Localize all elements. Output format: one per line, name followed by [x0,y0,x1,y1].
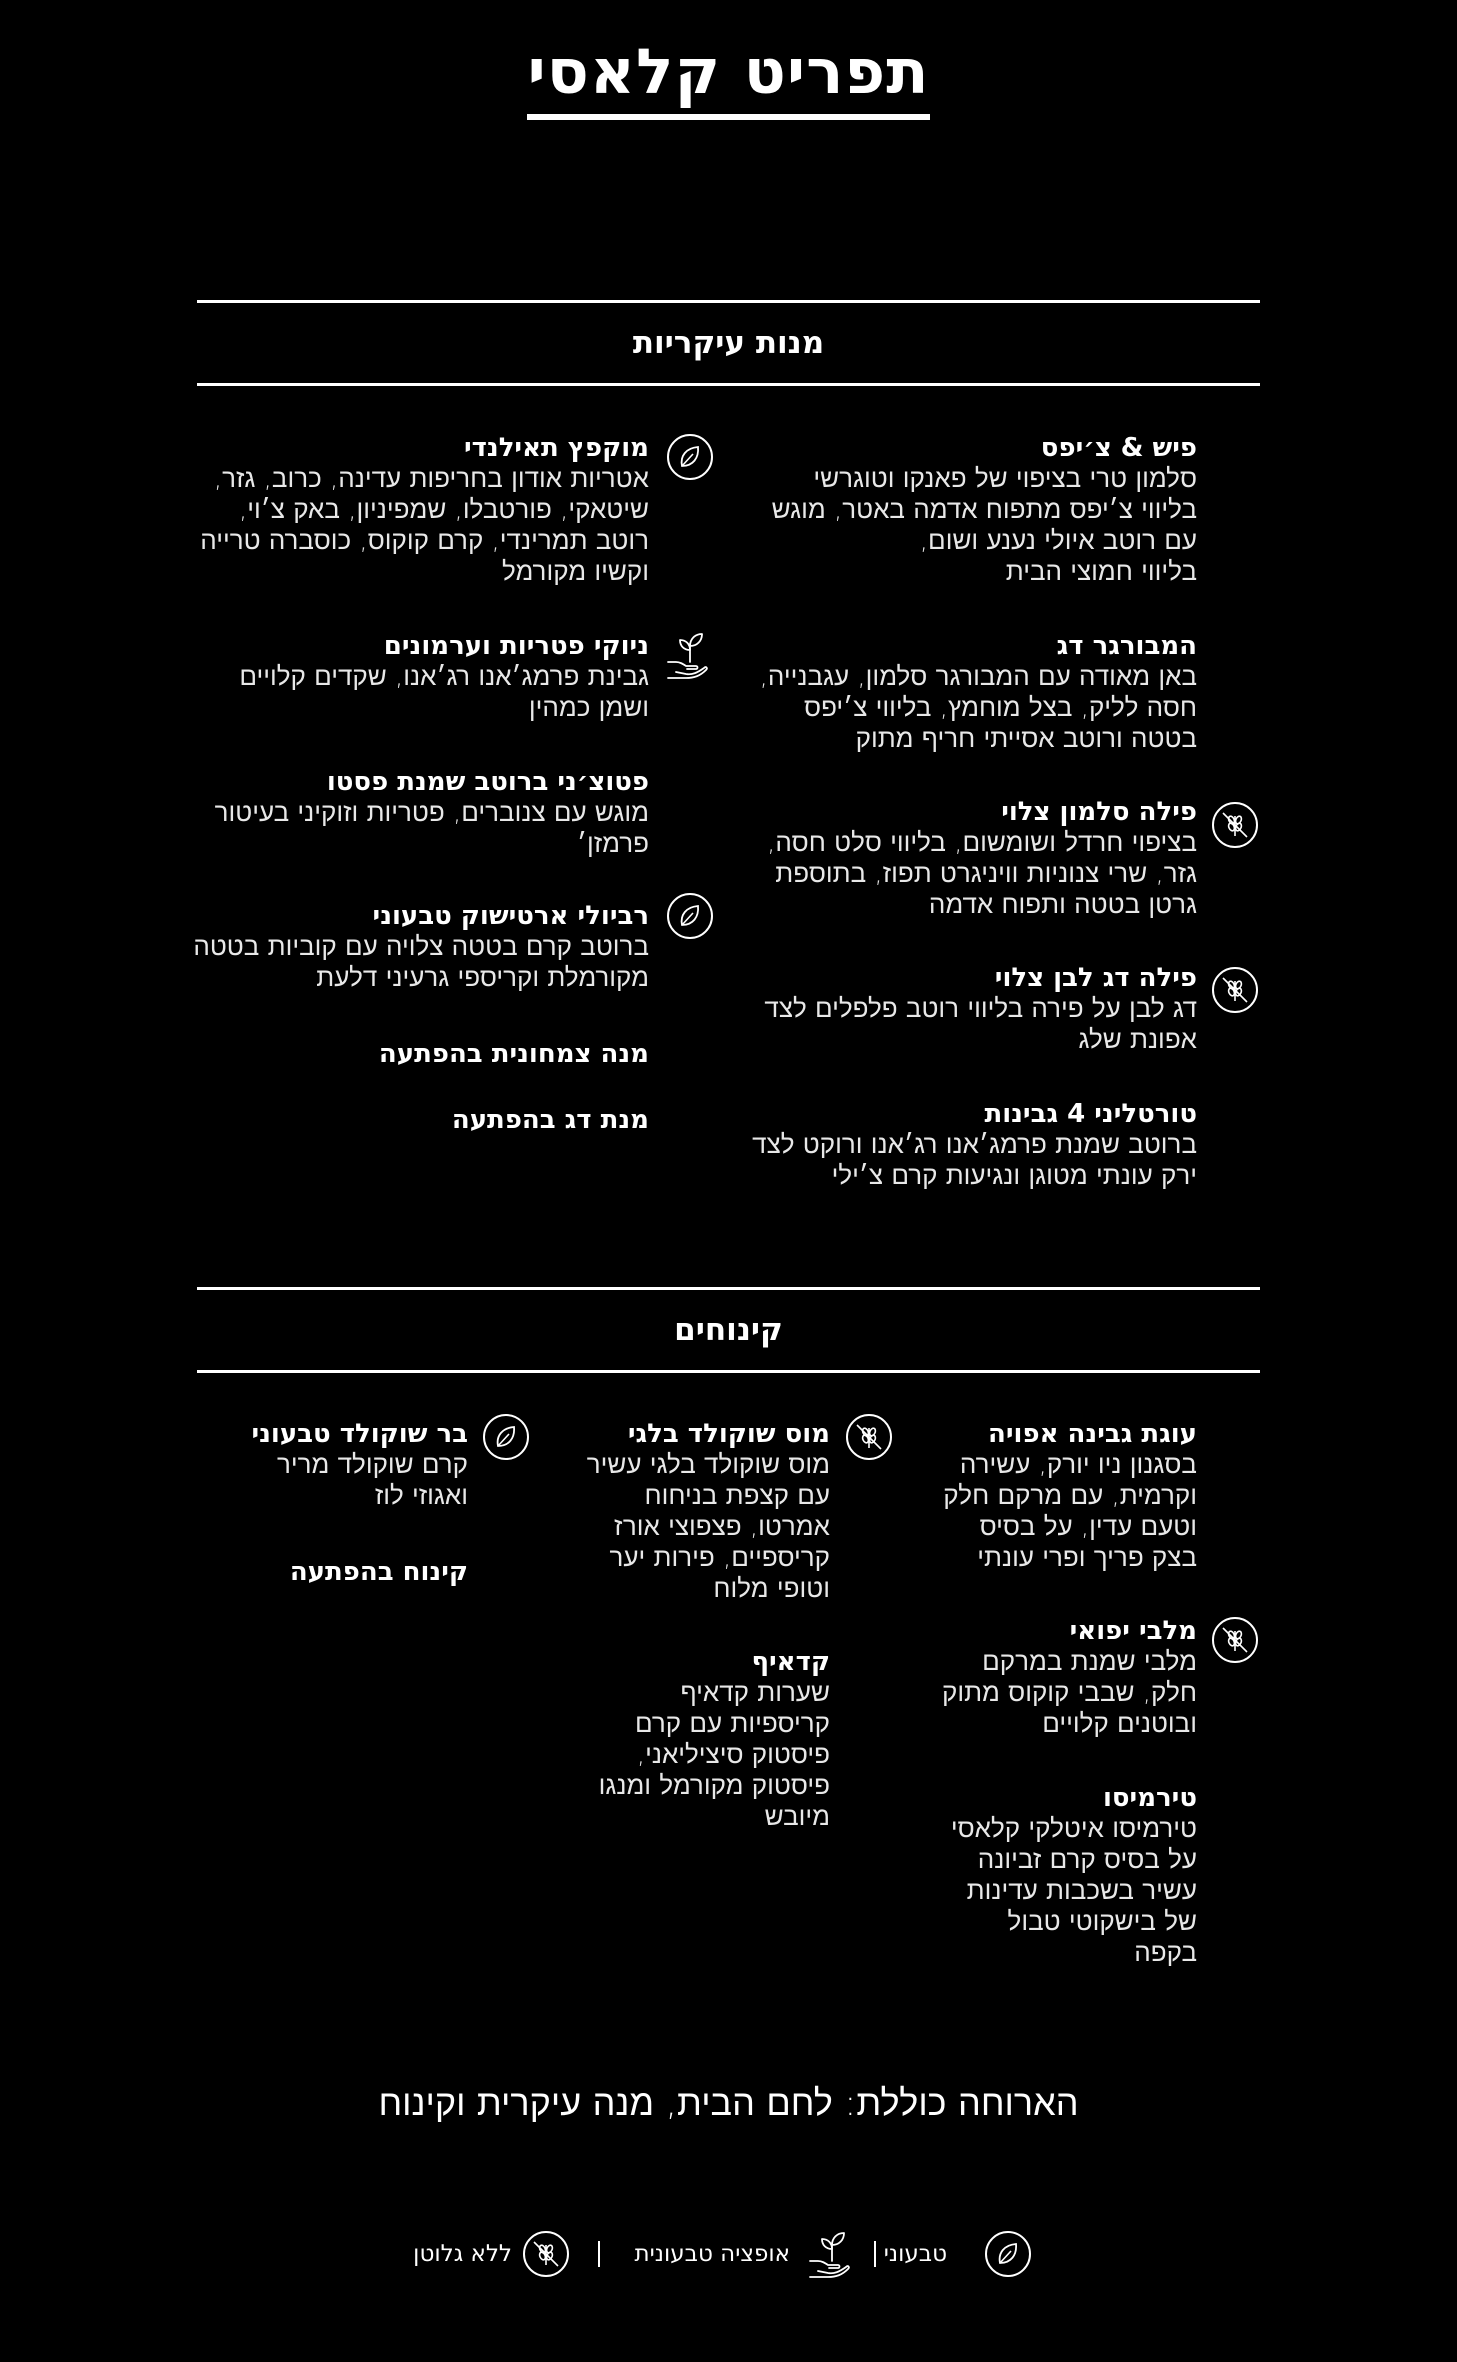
section-header-desserts: קינוחים [197,1287,1260,1373]
dish-description: בציפוי חרדל ושומשום, בליווי סלט חסה, גזר, שרי צנוניות וויניגרט תפוז, בתוספת גרטן בטטה ותפוח אדמה [767,828,1197,920]
dessert-tiramisu [877,1782,1197,1969]
dish-name: פיש & צ׳יפס [1040,433,1197,463]
legend-vegan-option-label: אופציה טבעונית [634,2241,790,2267]
dessert-name: קדאיף [751,1647,830,1677]
dessert-name: בר שוקולד טבעוני [251,1419,468,1449]
dessert-description: מלבי שמנת במרקם חלק, שבבי קוקוס מתוק ובוטנים קלויים [941,1647,1197,1739]
dish-name: ניוקי פטריות וערמונים [383,631,649,661]
dish-white-fish-fillet [737,962,1197,1056]
dessert-name: מלבי יפואי [1069,1616,1197,1646]
dish-name: מוקפץ תאילנדי [463,433,649,463]
dish-description: ברוטב שמנת פרמג׳אנו רג׳אנו ורוקט לצד ירק עונתי מטוגן ונגיעות קרם צ׳ילי [752,1130,1197,1191]
legend-gluten-free-label: ללא גלוטן [413,2241,512,2267]
dish-description: מוגש עם צנוברים, פטריות וזוקיני בעיטור פרמזן׳ [214,798,649,859]
dish-name: המבורגר דג [1056,631,1197,661]
dessert-chocolate-mousse [530,1418,830,1605]
no-gluten-icon [846,1414,892,1460]
no-gluten-icon [523,2231,569,2277]
leaf-icon [985,2231,1031,2277]
dish-description: גבינת פרמג׳אנו רג׳אנו, שקדים קלויים ושמן כמהין [239,662,649,723]
dessert-description: קרם שוקולד מריר ואגוזי לוז [276,1450,468,1511]
dessert-description: בסגנון ניו יורק, עשירה וקרמית, עם מרקם חלק וטעם עדין, על בסיס בצק פריך ופרי עונתי [943,1450,1197,1573]
dish-description: ברוטב קרם בטטה צלויה עם קוביות בטטה מקורמלת וקריספי גרעיני דלעת [193,932,649,993]
dessert-cheesecake [877,1418,1197,1574]
dish-name: מנת דג בהפתעה [451,1105,649,1135]
dish-fish-surprise [179,1104,649,1136]
dish-vegetarian-surprise [179,1038,649,1070]
section-header-mains: מנות עיקריות [197,300,1260,386]
leaf-icon [483,1414,529,1460]
dish-name: מנה צמחונית בהפתעה [378,1039,649,1069]
dish-name: פילה דג לבן צלוי [994,963,1197,993]
dessert-kadaif [530,1646,830,1833]
dish-description: באן מאודה עם המבורגר סלמון, עגבנייה, חסה לליק, בצל מוחמץ, בליווי צ׳יפס בטטה ורוטב אסייתי חריף מתוק [759,662,1197,754]
dessert-description: מוס שוקולד בלגי עשיר עם קצפת בניחוח אמרטו, פצפוצי אורז קריספיים, פירות יער וטופי מלוח [586,1450,830,1604]
dish-gnocchi [179,630,649,724]
dish-name: פטוצ׳ני ברוטב שמנת פסטו [326,767,649,797]
no-gluten-icon [1212,802,1258,848]
dish-description: אטריות אודון בחריפות עדינה, כרוב, גזר, שיטאקי, פורטבלו, שמפיניון, באק צ׳וי, רוטב תמרינדי, קרם קוקוס, כוסברה טרייה וקשיו מקורמל [200,464,649,587]
dessert-surprise [198,1556,468,1588]
dessert-name: קינוח בהפתעה [289,1557,468,1587]
no-gluten-icon [1212,967,1258,1013]
leaf-icon [667,893,713,939]
dish-salmon-fillet [737,796,1197,921]
leaf-icon [667,434,713,480]
dish-tortellini [737,1098,1197,1192]
legend-divider [874,2241,876,2267]
meal-includes-note: הארוחה כוללת: לחם הבית, מנה עיקרית וקינוח [378,2083,1079,2124]
hand-sprout-icon [806,2227,858,2279]
dish-fish-and-chips [737,432,1197,588]
dish-fettuccine [179,766,649,860]
dessert-name: עוגת גבינה אפויה [988,1419,1197,1449]
icon-legend [400,2227,1040,2283]
dish-description: דג לבן על פירה בליווי רוטב פלפלים לצד אפונת שלג [764,994,1197,1055]
dish-description: סלמון טרי בציפוי של פאנקו וטוגרשי בליווי צ׳יפס מתפוח אדמה באטר, מוגש עם רוטב איולי נענע ושום, בליווי חמוצי הבית [771,464,1197,587]
legend-vegan-label: טבעוני [883,2241,947,2267]
legend-divider [598,2241,600,2267]
dish-name: טורטליני 4 גבינות [984,1099,1197,1129]
dish-name: רביולי ארטישוק טבעוני [372,901,649,931]
hand-sprout-icon [664,628,716,680]
dish-name: פילה סלמון צלוי [1001,797,1197,827]
dessert-vegan-chocolate-bar [198,1418,468,1512]
dish-fish-burger [737,630,1197,755]
dessert-description: טירמיסו איטלקי קלאסי על בסיס קרם זביונה עשיר בשכבות עדינות של בישקוטי טבול בקפה [950,1814,1197,1968]
dish-artichoke-ravioli [179,900,649,994]
no-gluten-icon [1212,1617,1258,1663]
dish-thai-stir-fry [179,432,649,588]
dessert-malabi [877,1615,1197,1740]
dessert-name: מוס שוקולד בלגי [627,1419,830,1449]
menu-title: תפריט קלאסי [527,38,929,120]
dessert-name: טירמיסו [1102,1783,1197,1813]
dessert-description: שערות קדאיף קריספיות עם קרם פיסטוק סיציליאני, פיסטוק מקורמל ומנגו מיובש [598,1678,830,1832]
